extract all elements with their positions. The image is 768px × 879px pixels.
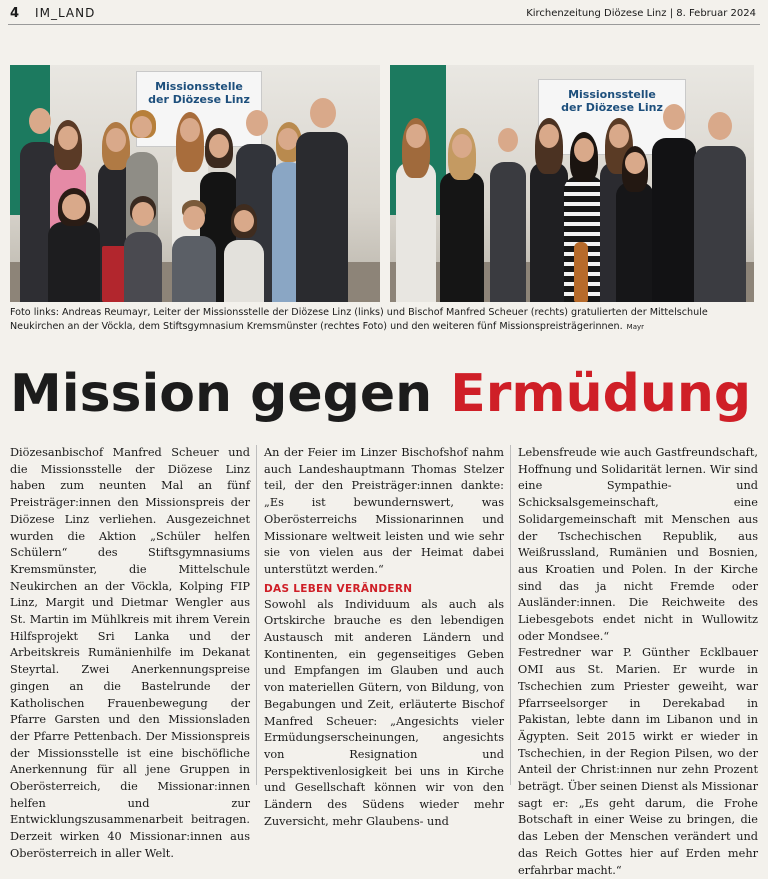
column-divider xyxy=(510,445,511,785)
page-header xyxy=(10,4,756,22)
paragraph: An der Feier im Linzer Bischofshof nahm auch Landeshauptmann Thomas Stelzer teil, der den Preisträger:innen dankte: „Es ist bewundernswert, was Oberösterreichs Missionarinnen und Missionare weltweit leisten und wie sehr sie von vielen aus der Heimat dabei unterstützt werden.“ xyxy=(264,446,504,576)
person xyxy=(486,120,530,302)
photo-caption xyxy=(10,306,758,334)
header-left xyxy=(10,6,95,21)
header-rule xyxy=(8,24,760,25)
banner-line-2: der Diözese Linz xyxy=(148,93,250,106)
paragraph: Lebensfreude wie auch Gastfreundschaft, Hoffnung und Solidarität lernen. Wir sind eine Sympathie- und Schicksalsgemeinschaft, eine Solidargemeinschaft mit Menschen aus der Tschechischen Republik, aus Weißrussland, Rumänien und Bosnien, aus Kroatien und Polen. In der Kirche sind das ja nicht Fremde oder Ausländer:innen. Die Reichweite des Liebesgebots endet nicht in Wullowitz oder Mondsee.“ xyxy=(518,446,758,643)
person xyxy=(392,112,440,302)
person xyxy=(690,106,750,302)
caption-text: Foto links: Andreas Reumayr, Leiter der Missionsstelle der Diözese Linz (links) und Bischof Manfred Scheuer (rechts) gratulierten der Mittelschule Neukirchen an der Vöckla, dem Stiftsgymnasium Kremsmünster (rechtes Foto) und den weiteren fünf Missionspreisträgerinnen. xyxy=(10,307,708,332)
banner-line-1: Missionsstelle xyxy=(568,88,656,101)
column-3 xyxy=(518,445,758,879)
section-name: IM_LAND xyxy=(35,6,96,20)
headline-part-1: Mission gegen xyxy=(10,364,433,424)
photo-right xyxy=(390,65,754,302)
article-headline xyxy=(10,354,758,434)
subheading: DAS LEBEN VERÄNDERN xyxy=(264,582,413,595)
person xyxy=(170,198,218,302)
person xyxy=(122,194,164,302)
column-2 xyxy=(264,445,504,830)
paragraph: Sowohl als Individuum als auch als Ortskirche brauche es den lebendigen Austausch mit anderen Ländern und Kontinenten, ein gegenseitiges Geben und Empfangen im Glauben und auch von materiellen Gütern, von Bildung, von Begabungen und Zeit, erläuterte Bischof Manfred Scheuer: „Angesichts vieler Ermüdungserscheinungen, angesichts von Resignation und Perspektivenlosigkeit bei uns in Kirche und Gesellschaft können wir von den Ländern des Südens wieder mehr Zuversicht, mehr Glaubens- und xyxy=(264,597,504,828)
photo-left xyxy=(10,65,380,302)
column-divider xyxy=(256,445,257,785)
page-number: 4 xyxy=(10,5,20,21)
paragraph: Festredner war P. Günther Ecklbauer OMI aus St. Marien. Er wurde in Tschechien zum Priester geweiht, war Pfarrseelsorger in Derekabad in Pakistan, lebte dann im Libanon und in Ägypten. Seit 2015 wirkt er wieder in Tschechien, in der Region Pilsen, wo der Anteil der Christ:innen nur zehn Prozent beträgt. Über seinen Dienst als Missionar sagt er: „Es geht darum, die Frohe Botschaft in einer Weise zu bringen, die das Leben der Menschen verändert und das Reich Gottes hier auf Erden mehr erfahrbar macht.“ xyxy=(518,646,758,877)
column-1 xyxy=(10,445,250,863)
person xyxy=(436,122,488,302)
photo-credit: Mayr xyxy=(626,323,645,331)
person xyxy=(292,92,352,302)
publication-meta: Kirchenzeitung Diözese Linz | 8. Februar 2024 xyxy=(526,7,756,19)
trophy xyxy=(574,212,588,302)
person xyxy=(222,202,266,302)
banner-line-1: Missionsstelle xyxy=(155,80,243,93)
person xyxy=(46,184,102,302)
banner-line-2: der Diözese Linz xyxy=(561,101,663,114)
headline-part-2: Ermüdung xyxy=(450,364,752,424)
paragraph: Diözesanbischof Manfred Scheuer und die Missionsstelle der Diözese Linz haben zum neunten Mal an fünf Preisträger:innen den Missionspreis der Diözese Linz verliehen. Ausgezeichnet wurden die Aktion „Schüler helfen Schülern“ des Stiftsgymnasiums Kremsmünster, die Mittelschule Neukirchen an der Vöckla, Kolping FIP Linz, Margit und Dietmar Wengler aus St. Martin im Mühlkreis mit ihrem Verein Hilfsprojekt Sri Lanka und der Arbeitskreis Rumänienhilfe im Dekanat Steyrtal. Zwei Anerkennungspreise gingen an die Bastelrunde der Katholischen Frauenbewegung der Pfarre Garsten und den Missionsladen der Pfarre Pettenbach. Der Missionspreis der Missionsstelle ist eine bischöfliche Anerkennung für all jene Gruppen in Oberösterreich, die Missionar:innen helfen und zur Entwicklungszusammenarbeit beitragen. Derzeit wirken 40 Missionar:innen aus Oberösterreich in aller Welt. xyxy=(10,446,250,860)
